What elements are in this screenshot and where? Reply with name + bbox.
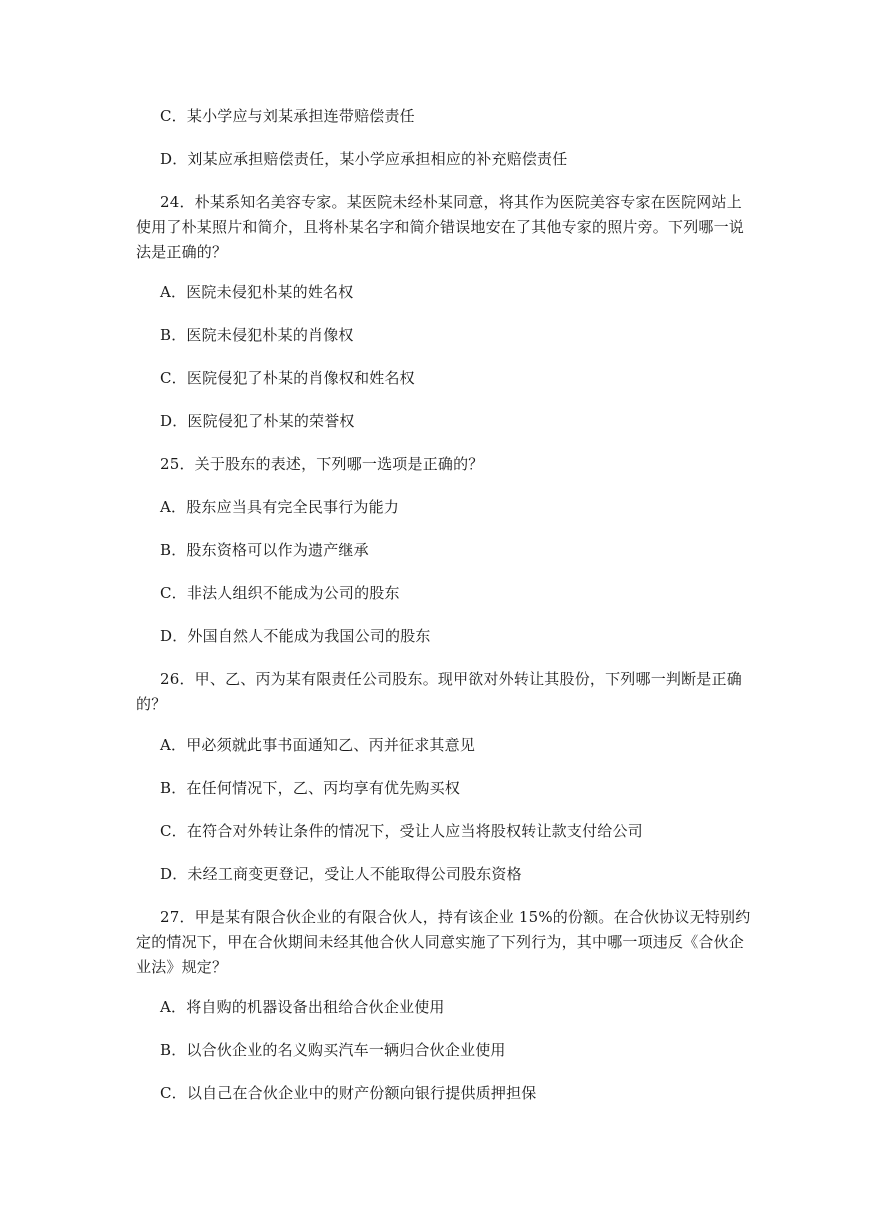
q26-option-c: C．在符合对外转让条件的情况下，受让人应当将股权转让款支付给公司 (160, 822, 643, 840)
q27-option-a: A．将自购的机器设备出租给合伙企业使用 (160, 998, 445, 1016)
question-24-line-1: 24．朴某系知名美容专家。某医院未经朴某同意，将其作为医院美容专家在医院网站上 (160, 193, 742, 211)
q25-option-b: B．股东资格可以作为遗产继承 (160, 541, 369, 559)
question-25: 25．关于股东的表述，下列哪一选项是正确的？ (160, 455, 484, 473)
question-27-line-1: 27．甲是某有限合伙企业的有限合伙人，持有该企业 15%的份额。在合伙协议无特别约 (160, 908, 751, 926)
q25-option-a: A．股东应当具有完全民事行为能力 (160, 498, 400, 516)
q26-option-d: D．未经工商变更登记，受让人不能取得公司股东资格 (160, 865, 522, 883)
q27-option-b: B．以合伙企业的名义购买汽车一辆归合伙企业使用 (160, 1041, 506, 1059)
question-24-line-3: 法是正确的？ (136, 243, 228, 261)
question-26-line-2: 的？ (136, 695, 167, 713)
question-26-line-1: 26．甲、乙、丙为某有限责任公司股东。现甲欲对外转让其股份，下列哪一判断是正确 (160, 670, 742, 688)
q24-option-d: D．医院侵犯了朴某的荣誉权 (160, 412, 355, 430)
option-c-prev: C．某小学应与刘某承担连带赔偿责任 (160, 107, 415, 125)
q25-option-d: D．外国自然人不能成为我国公司的股东 (160, 627, 431, 645)
option-d-prev: D．刘某应承担赔偿责任，某小学应承担相应的补充赔偿责任 (160, 150, 568, 168)
q25-option-c: C．非法人组织不能成为公司的股东 (160, 584, 400, 602)
question-24-line-2: 使用了朴某照片和简介，且将朴某名字和简介错误地安在了其他专家的照片旁。下列哪一说 (136, 218, 745, 236)
q24-option-b: B．医院未侵犯朴某的肖像权 (160, 326, 354, 344)
q24-option-a: A．医院未侵犯朴某的姓名权 (160, 283, 354, 301)
q27-option-c: C．以自己在合伙企业中的财产份额向银行提供质押担保 (160, 1084, 537, 1102)
q26-option-a: A．甲必须就此事书面通知乙、丙并征求其意见 (160, 736, 476, 754)
question-27-line-2: 定的情况下，甲在合伙期间未经其他合伙人同意实施了下列行为，其中哪一项违反《合伙企 (136, 933, 745, 951)
q24-option-c: C．医院侵犯了朴某的肖像权和姓名权 (160, 369, 415, 387)
q26-option-b: B．在任何情况下，乙、丙均享有优先购买权 (160, 779, 461, 797)
question-27-line-3: 业法》规定？ (136, 958, 228, 976)
